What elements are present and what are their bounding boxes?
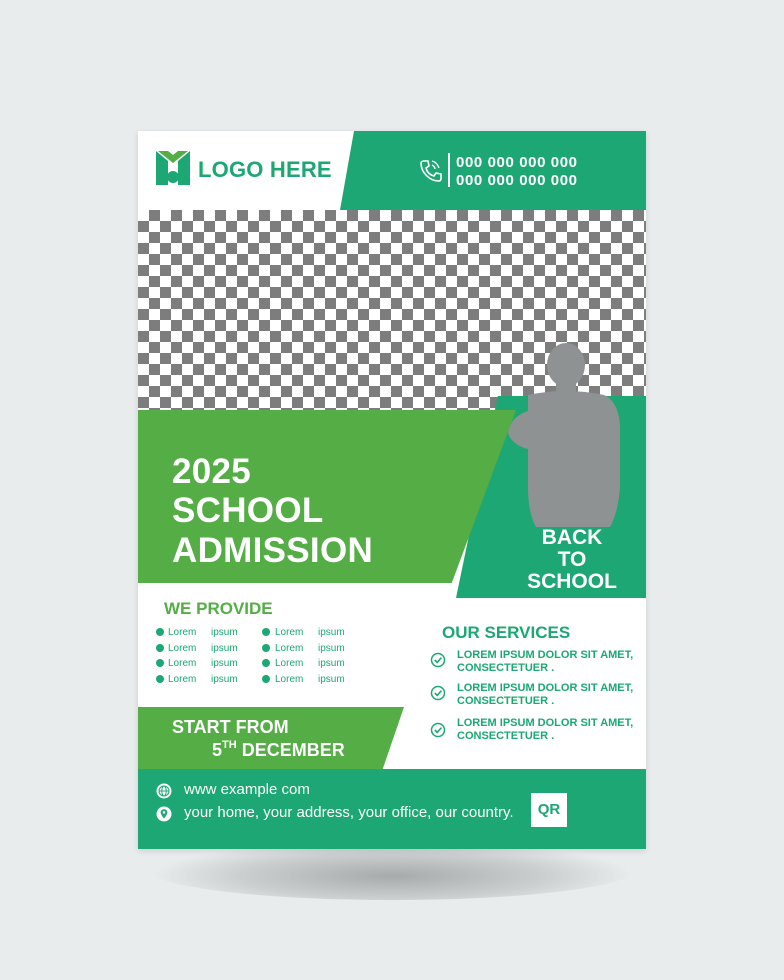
start-day: 5 — [212, 740, 223, 760]
list-item: Lorem — [275, 627, 304, 638]
headline-year: 2025 — [172, 452, 252, 491]
phone-icon — [418, 158, 442, 184]
list-item: ipsum — [211, 627, 238, 638]
services-title: OUR SERVICES — [442, 623, 571, 642]
list-item: ipsum — [211, 658, 238, 669]
service-item-2-line1: LOREM IPSUM DOLOR SIT AMET, — [457, 682, 634, 694]
list-item: Lorem — [275, 658, 304, 669]
bullet-dot — [156, 659, 164, 667]
list-item: Lorem — [168, 643, 197, 654]
we-provide-title: WE PROVIDE — [164, 599, 273, 618]
list-item: Lorem — [168, 627, 197, 638]
bullet-dot — [262, 628, 270, 636]
list-item: ipsum — [318, 627, 345, 638]
service-item-3-line2: CONSECTETUER . — [457, 730, 555, 742]
phone-number-2: 000 000 000 000 — [456, 172, 578, 189]
phone-number-1: 000 000 000 000 — [456, 154, 578, 171]
list-item: ipsum — [211, 643, 238, 654]
check-circle-icon — [430, 652, 446, 668]
check-circle-icon — [430, 722, 446, 738]
logo-mark-icon — [156, 151, 190, 187]
list-item: Lorem — [275, 674, 304, 685]
list-item: Lorem — [168, 658, 197, 669]
flyer-shadow — [150, 840, 634, 900]
bullet-dot — [156, 644, 164, 652]
website-text: www example com — [184, 781, 310, 798]
list-item: ipsum — [211, 674, 238, 685]
location-pin-icon — [156, 806, 172, 822]
badge-line2: TO — [557, 548, 587, 571]
list-item: ipsum — [318, 658, 345, 669]
service-item-1-line1: LOREM IPSUM DOLOR SIT AMET, — [457, 649, 634, 661]
list-item: Lorem — [168, 674, 197, 685]
start-month: DECEMBER — [241, 740, 345, 760]
bullet-dot — [156, 628, 164, 636]
bullet-dot — [262, 644, 270, 652]
list-item: ipsum — [318, 643, 345, 654]
service-item-1-line2: CONSECTETUER . — [457, 662, 555, 674]
bullet-dot — [262, 675, 270, 683]
flyer — [138, 131, 646, 849]
address-text: your home, your address, your office, our country. — [184, 804, 514, 821]
badge-line3: SCHOOL — [527, 570, 617, 593]
bullet-dot — [262, 659, 270, 667]
list-item: ipsum — [318, 674, 345, 685]
phone-divider — [448, 153, 450, 187]
list-item: Lorem — [275, 643, 304, 654]
student-silhouette — [506, 337, 628, 527]
logo-text: LOGO HERE — [198, 157, 332, 182]
qr-code: QR — [531, 793, 567, 827]
start-day-suffix: TH — [222, 739, 237, 751]
start-date — [212, 739, 345, 761]
headline-line1: SCHOOL — [172, 491, 324, 530]
check-circle-icon — [430, 685, 446, 701]
bullet-dot — [156, 675, 164, 683]
service-item-3-line1: LOREM IPSUM DOLOR SIT AMET, — [457, 717, 634, 729]
start-label: START FROM — [172, 717, 289, 737]
headline-line2: ADMISSION — [172, 531, 374, 570]
service-item-2-line2: CONSECTETUER . — [457, 695, 555, 707]
badge-line1: BACK — [541, 526, 603, 549]
globe-icon — [156, 783, 172, 799]
